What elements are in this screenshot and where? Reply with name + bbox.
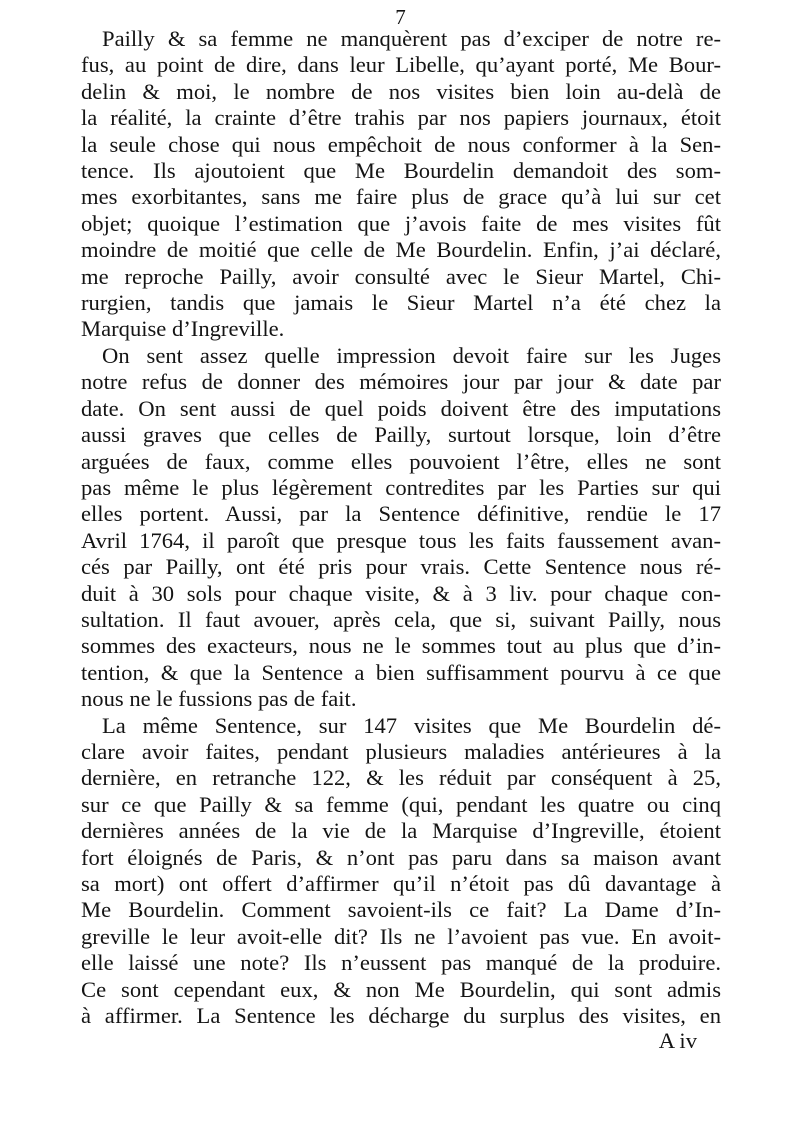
text-line: pas même le plus légèrement contredites par les Parties sur qui (81, 474, 721, 500)
text-line: date. On sent aussi de quel poids doivent être des imputations (81, 395, 721, 421)
text-line: sa mort) ont offert d’affirmer qu’il n’étoit pas dû davantage à (81, 871, 721, 896)
text-line: On sent assez quelle impression devoit faire sur les Juges (102, 342, 721, 368)
text-line: Ce sont cependant eux, & non Me Bourdelin, qui sont admis (81, 976, 721, 1002)
text-line: fus, au point de dire, dans leur Libelle, qu’ayant porté, Me Bour- (81, 52, 721, 78)
text-line: sultation. Il faut avouer, après cela, que si, suivant Pailly, nous (81, 606, 721, 632)
paragraph-2 (81, 343, 721, 713)
text-line: rurgien, tandis que jamais le Sieur Martel n’a été chez la (81, 290, 721, 316)
text-line: me reproche Pailly, avoir consulté avec le Sieur Martel, Chi- (81, 263, 721, 289)
text-line: tention, & que la Sentence a bien suffisamment pourvu à ce que (81, 659, 721, 685)
page-number: 7 (395, 5, 406, 29)
text-line: dernière, en retranche 122, & les réduit par conséquent à 25, (81, 765, 721, 791)
paragraph-1 (81, 26, 721, 343)
gathering-signature: A iv (658, 1028, 697, 1054)
text-line: elles portent. Aussi, par la Sentence définitive, rendüe le 17 (81, 501, 721, 527)
text-line: Me Bourdelin. Comment savoient-ils ce fait? La Dame d’In- (81, 897, 721, 923)
paragraph-3 (81, 713, 721, 1030)
text-line: notre refus de donner des mémoires jour par jour & date par (81, 369, 721, 395)
text-line: Pailly & sa femme ne manquèrent pas d’exciper de notre re- (102, 26, 721, 51)
text-line: mes exorbitantes, sans me faire plus de grace qu’à lui sur cet (81, 184, 721, 210)
body-text (81, 26, 721, 1053)
text-line: tence. Ils ajoutoient que Me Bourdelin demandoit des som- (81, 158, 721, 184)
text-line: objet; quoique l’estimation que j’avois faite de mes visites fût (81, 210, 721, 236)
text-line: sommes des exacteurs, nous ne le sommes tout au plus que d’in- (81, 633, 721, 659)
text-line: delin & moi, le nombre de nos visites bien loin au-delà de (81, 78, 721, 104)
text-line: duit à 30 sols pour chaque visite, & à 3 liv. pour chaque con- (81, 580, 721, 606)
text-line: sur ce que Pailly & sa femme (qui, pendant les quatre ou cinq (81, 791, 721, 817)
text-line: elle laissé une note? Ils n’eussent pas manqué de la produire. (81, 950, 721, 976)
text-line: clare avoir faites, pendant plusieurs maladies antérieures à la (81, 738, 721, 764)
text-line: fort éloignés de Paris, & n’ont pas paru dans sa maison avant (81, 844, 721, 870)
text-line: dernières années de la vie de la Marquise d’Ingreville, étoient (81, 818, 721, 844)
text-line: la réalité, la crainte d’être trahis par nos papiers journaux, étoit (81, 105, 721, 131)
text-line: à affirmer. La Sentence les décharge du surplus des visites, en (81, 1003, 721, 1029)
text-line: aussi graves que celles de Pailly, surtout lorsque, loin d’être (81, 422, 721, 448)
text-line: Marquise d’Ingreville. (81, 316, 285, 342)
signature-mark (81, 1029, 721, 1053)
text-line: Avril 1764, il paroît que presque tous les faits faussement avan- (81, 527, 721, 553)
text-line: la seule chose qui nous empêchoit de nous conformer à la Sen- (81, 131, 721, 157)
text-line: cés par Pailly, ont été pris pour vrais. Cette Sentence nous ré- (81, 554, 721, 580)
text-line: greville le leur avoit-elle dit? Ils ne l’avoient pas vue. En avoit- (81, 923, 721, 949)
text-line: moindre de moitié que celle de Me Bourdelin. Enfin, j’ai déclaré, (81, 237, 721, 263)
text-line: arguées de faux, comme elles pouvoient l’être, elles ne sont (81, 448, 721, 474)
text-line: La même Sentence, sur 147 visites que Me Bourdelin dé- (102, 712, 721, 738)
text-line: nous ne le fussions pas de fait. (81, 686, 357, 712)
